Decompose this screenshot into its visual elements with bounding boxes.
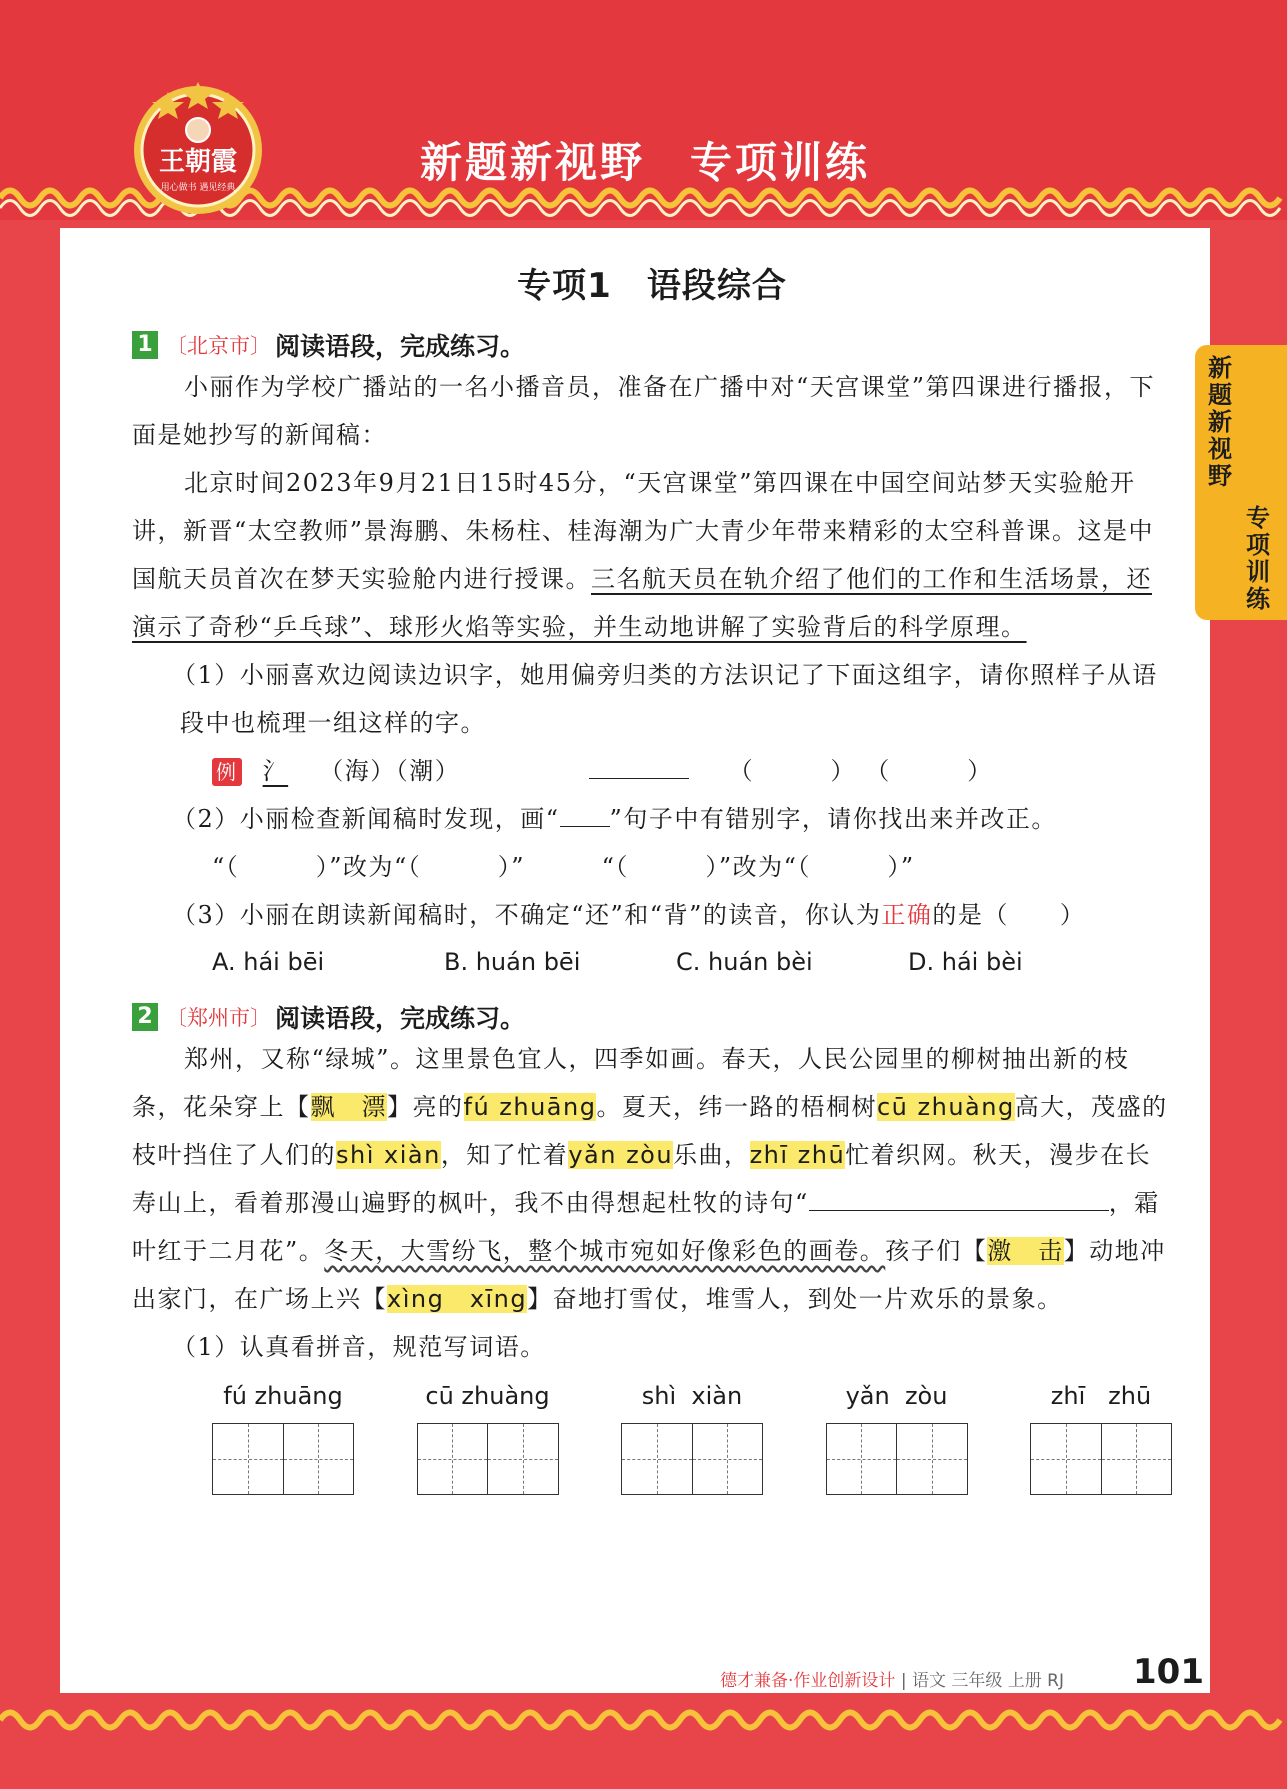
writing-pinyin: zhī zhū — [1050, 1382, 1152, 1410]
q1-para2 — [132, 459, 1172, 651]
option-d[interactable]: D. hái bèi — [908, 948, 1023, 976]
q2-sub1: （1）认真看拼音，规范写词语。 — [172, 1333, 546, 1361]
q1-sub2-answer[interactable]: “（ ）”改为“（ ）” “（ ）”改为“（ ）” — [212, 853, 915, 881]
writing-item-5 — [1030, 1379, 1172, 1495]
q2-header — [132, 999, 1172, 1035]
q1-sub1: （1）小丽喜欢边阅读边识字，她用偏旁归类的方法识记了下面这组字，请你照样子从语段中也梳理一组这样的字。 — [172, 661, 1158, 737]
q1-sub3-text-a: （3）小丽在朗读新闻稿时，不确定“还”和“背”的读音，你认为 — [172, 901, 882, 929]
writing-pinyin: fú zhuāng — [223, 1382, 343, 1410]
q1-sub3-red: 正确 — [881, 901, 933, 929]
writing-pinyin: yǎn zòu — [845, 1382, 948, 1410]
q1-city: 〔北京市〕 — [166, 334, 271, 358]
q1-example-row — [132, 747, 1172, 795]
footer-info: | 语文 三年级 上册 RJ — [900, 1671, 1064, 1691]
q2-instruction: 阅读语段，完成练习。 — [275, 1004, 526, 1033]
writing-boxes[interactable] — [621, 1423, 763, 1495]
q2-t1: 郑州，又称“绿城”。这里景色宜人，四季如画。春天，人民公园里的柳树抽出新的枝条，花朵穿上【 — [132, 1045, 1130, 1121]
q2-pinyin-2: cū zhuàng — [876, 1093, 1015, 1121]
writing-boxes[interactable] — [826, 1423, 968, 1495]
q2-pinyin-1: fú zhuāng — [463, 1093, 597, 1121]
q2-passage — [132, 1035, 1172, 1323]
q1-para2-a: 北京时间2023年9月21日15时45分，“天宫课堂”第四课在中国空间站梦天实验舱开讲，新晋“太空教师”景海鹏、朱杨柱、桂海潮为广大青少年带来精彩的太空科普课。这是中国航天员首次在梦天实验舱内进行授课。 — [132, 469, 1155, 593]
q2-wavy-sentence: 冬天，大雪纷飞，整个城市宛如好像彩色的画卷。 — [324, 1237, 886, 1265]
q2-t10: 孩子们【 — [885, 1237, 988, 1265]
brand-logo — [128, 78, 268, 218]
wave-border-bottom — [0, 1700, 1287, 1740]
writing-grid-row — [132, 1379, 1172, 1495]
q2-pinyin-5: zhī zhū — [749, 1141, 846, 1169]
char-answer-paren-a[interactable]: （ ） — [728, 757, 857, 785]
q2-t2: 】亮的 — [387, 1093, 464, 1121]
q2-t5: ，知了忙着 — [440, 1141, 569, 1169]
q1-sub2 — [132, 795, 1172, 843]
radical-answer-blank[interactable] — [589, 748, 689, 779]
q1-sub2-text-b: ”句子中有错别字，请你找出来并改正。 — [609, 805, 1057, 833]
q1-sub3 — [132, 891, 1172, 939]
writing-pinyin: shì xiàn — [641, 1382, 743, 1410]
q1-sub2-text-a: （2）小丽检查新闻稿时发现，画“ — [172, 805, 560, 833]
q2-choice-3[interactable]: xìng xīng — [387, 1285, 528, 1313]
logo-slogan: 用心做书 遇见经典 — [160, 183, 236, 193]
q1-number: 1 — [132, 331, 158, 359]
q2-t8: ，霜叶红于二月花”。 — [132, 1189, 1160, 1265]
logo-text: 王朝霞 — [158, 147, 238, 177]
q2-choice-2[interactable]: 激 击 — [987, 1237, 1064, 1265]
q1-sub2-line-sample — [560, 806, 610, 827]
q2-pinyin-4: yǎn zòu — [568, 1141, 674, 1169]
side-tab-line1: 新题新视野 — [1208, 354, 1232, 490]
q2-t12: 】奋地打雪仗，堆雪人，到处一片欢乐的景象。 — [527, 1285, 1063, 1313]
footer-series: 德才兼备·作业创新设计 — [720, 1671, 896, 1691]
q1-header — [132, 327, 1172, 363]
option-c[interactable]: C. huán bèi — [676, 948, 813, 976]
writing-item-3 — [621, 1379, 763, 1495]
q1-para2-underlined: 三名航天员在轨介绍了他们的工作和生活场景，还演示了奇秒“乒乓球”、球形火焰等实验，并生动地讲解了实验背后的科学原理。 — [132, 565, 1152, 641]
q2-city: 〔郑州市〕 — [166, 1006, 271, 1030]
writing-item-1 — [212, 1379, 354, 1495]
example-radical: 氵 — [262, 757, 289, 785]
writing-item-2 — [417, 1379, 559, 1495]
side-tab-line2: 专项训练 — [1246, 504, 1270, 613]
writing-pinyin: cū zhuàng — [425, 1382, 550, 1410]
poem-blank[interactable] — [809, 1180, 1109, 1211]
q1-para1: 小丽作为学校广播站的一名小播音员，准备在广播中对“天宫课堂”第四课进行播报，下面是她抄写的新闻稿： — [132, 373, 1156, 449]
q2-t4: 高大，茂盛的枝叶挡住了人们的 — [132, 1093, 1168, 1169]
section-title: 专项1 语段综合 — [517, 266, 787, 306]
writing-boxes[interactable] — [417, 1423, 559, 1495]
writing-boxes[interactable] — [212, 1423, 354, 1495]
content-area — [132, 250, 1172, 1495]
option-a[interactable]: A. hái bēi — [212, 948, 325, 976]
writing-boxes[interactable] — [1030, 1423, 1172, 1495]
q1-sub3-text-b: 的是（ ） — [932, 901, 1086, 929]
example-badge: 例 — [212, 758, 242, 786]
example-chars: （海）（潮） — [319, 757, 461, 785]
q2-t3: 。夏天，纬一路的梧桐树 — [596, 1093, 877, 1121]
char-answer-paren-b[interactable]: （ ） — [865, 757, 993, 785]
q2-t6: 乐曲， — [673, 1141, 750, 1169]
page-number: 101 — [1133, 1652, 1204, 1692]
q2-t7: 忙着织网。秋天，漫步在长寿山上，看着那漫山遍野的枫叶，我不由得想起杜牧的诗句“ — [132, 1141, 1152, 1217]
footer — [720, 1666, 1064, 1691]
header-title: 新题新视野 专项训练 — [420, 138, 871, 187]
q1-options — [132, 939, 1172, 985]
q1-instruction: 阅读语段，完成练习。 — [275, 332, 526, 361]
option-b[interactable]: B. huán bēi — [444, 948, 581, 976]
writing-item-4 — [826, 1379, 968, 1495]
q2-number: 2 — [132, 1003, 158, 1031]
q2-pinyin-3: shì xiàn — [336, 1141, 441, 1169]
q2-t11: 】动地冲出家门，在广场上兴【 — [132, 1237, 1166, 1313]
q2-choice-1[interactable]: 飘 漂 — [310, 1093, 387, 1121]
